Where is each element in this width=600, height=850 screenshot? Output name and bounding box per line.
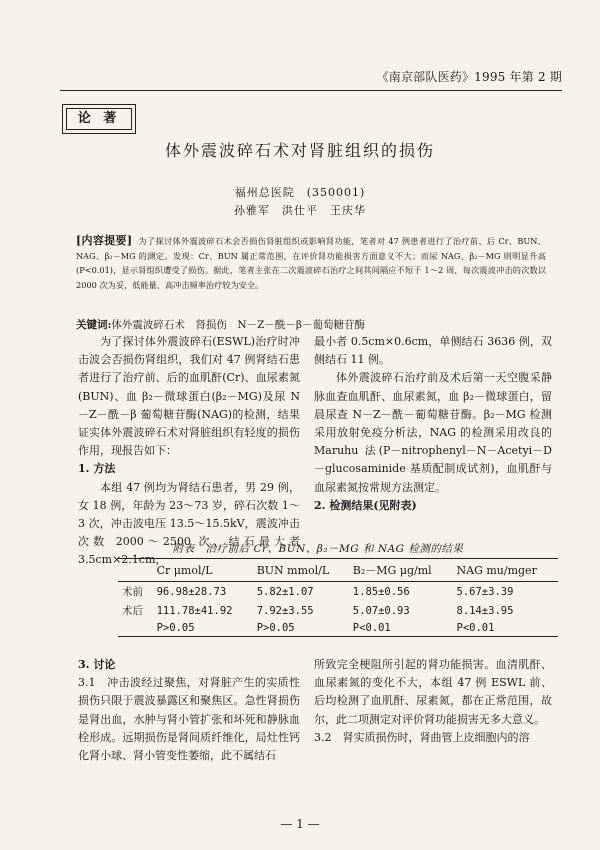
keywords-text: 体外震波碎石术 肾损伤 N－Z－酰－β－葡萄糖苷酶 (111, 319, 365, 331)
table-row (118, 601, 558, 620)
methods-paragraph-2: 体外震波碎石治疗前及术后第一天空腹采静脉血查血肌酐、血尿素氮，血 β₂－微球蛋白，留晨尿查 N－Z－酰－葡萄糖苷酶。β₂－MG 检测采用放射免疫分析法，NAG 的检测采用改良的 Maruhu 法(P－nitrophenyl－N－Acetyi－D－glucosaminide 基质配制成试剂)，血肌酐与血尿素氮按常规方法测定。 (314, 371, 552, 494)
journal-header: 《南京部队医药》1995 年第 2 期 (376, 70, 562, 84)
table-row (118, 620, 558, 637)
table-cell: 8.14±3.95 (456, 604, 514, 617)
header-rule (60, 90, 562, 91)
table-header-cell: NAG mu/mger (453, 559, 558, 582)
keywords (76, 317, 556, 332)
table-cell: P>0.05 (253, 620, 349, 637)
table-row (118, 582, 558, 602)
methods-heading: 1. 方法 (78, 462, 116, 476)
section-tag (62, 104, 136, 134)
table-cell: 111.78±41.92 (156, 604, 233, 617)
table-caption: 附表 治疗前后 Cr、BUN、β₂－MG 和 NAG 检测的结果 (172, 543, 464, 555)
discussion-heading: 3. 讨论 (78, 658, 116, 671)
discussion-continuation: 所致完全梗阻所引起的肾功能损害。血清肌酐、血尿素氮的变化不大，本组 47 例 ESWL 前、后均检测了血肌酐、尿素氮，都在正常范围，故尔，此二项测定对评价肾功能损害无多大意义。 (314, 658, 552, 726)
right-column-top (314, 333, 552, 515)
results-table (118, 558, 558, 637)
page-number: — 1 — (280, 817, 320, 831)
abstract-label: [内容提要] (76, 234, 133, 247)
table-cell: P<0.01 (349, 620, 453, 637)
table-cell: 7.92±3.55 (256, 604, 314, 617)
table-cell: 5.82±1.07 (256, 585, 314, 598)
left-column-top (78, 333, 300, 570)
authors: 孙雅军 洪仕平 王庆华 (234, 204, 366, 217)
table-header-cell: B₂－MG μg/ml (349, 559, 453, 582)
left-column-bottom (78, 656, 300, 765)
table-cell: 96.98±28.73 (156, 585, 227, 598)
results-heading: 2. 检测结果(见附表) (314, 498, 417, 512)
intro-paragraph: 为了探讨体外震波碎石(ESWL)治疗时冲击波会否损伤肾组织，我们对 47 例肾结石患者进行了治疗前、后的血肌酐(Cr)、血尿素氮(BUN)、血 β₂－微球蛋白(β₂－MG)及尿 N－Z－酰－β 葡萄糖苷酶(NAG)的检测，结果证实体外震波碎石术对肾脏组织有轻度的损伤作用，现报告如下： (78, 335, 300, 458)
table-cell: P<0.01 (453, 620, 558, 637)
discussion-3-1: 3.1 冲击波经过聚焦，对肾脏产生的实质性损伤只限于震波暴露区和聚焦区。急性肾损伤是肾出血，水肿与肾小管扩张和坏死和静脉血栓形成。远期损伤是肾间质纤维化，局灶性钙化肾小球、肾小管变性萎缩，此不属结石 (78, 676, 300, 763)
affiliation: 福州总医院 (350001) (234, 186, 366, 199)
table-cell: P>0.05 (153, 620, 253, 637)
table-header-cell: BUN mmol/L (253, 559, 349, 582)
table-cell: 5.67±3.39 (456, 585, 514, 598)
abstract-text: 为了探讨体外震波碎石术会否损伤肾脏组织或影响肾功能，笔者对 47 例患者进行了治疗前、后 Cr、BUN、NAG、β₂－MG 的测定。发现：Cr、BUN 属正常范围，在评价肾功能损害方面意义不大；而尿 NAG、β₂－MG 则明显升高(P<0.01)，显示肾组织遭受了损伤。据此，笔者主张在二次震波碎石治疗之间其间隔应不短于 1～2 周，每次震波冲击的次数以 2000 次为妥，低能量、高冲击频率治疗较为安全。 (76, 236, 546, 290)
table-header-row (118, 559, 558, 582)
article-title: 体外震波碎石术对肾脏组织的损伤 (164, 141, 435, 160)
section-tag-label: 论 著 (66, 108, 132, 130)
right-column-bottom (314, 656, 552, 747)
keywords-label: 关键词: (76, 319, 112, 331)
table-cell: 术前 (122, 586, 143, 598)
table-header-cell (118, 559, 153, 582)
table-cell: 术后 (122, 605, 143, 617)
table-header-cell: Cr μmol/L (153, 559, 253, 582)
methods-continuation: 最小者 0.5cm×0.6cm，单侧结石 3636 例，双侧结石 11 例。 (314, 335, 552, 367)
table-cell: 5.07±0.93 (352, 604, 410, 617)
table-cell (118, 620, 153, 637)
abstract (76, 234, 546, 292)
discussion-3-2: 3.2 肾实质损伤时，肾曲管上皮细胞内的溶 (314, 730, 530, 744)
table-cell: 1.85±0.56 (352, 585, 410, 598)
methods-paragraph-1: 本组 47 例均为肾结石患者，男 29 例，女 18 例，年龄为 23～73 岁，碎石次数 1～3 次，冲击波电压 13.5～15.5kV，震波冲击次数 2000～2500 次，结石最大者 3.5cm×2.1cm， (78, 480, 300, 567)
